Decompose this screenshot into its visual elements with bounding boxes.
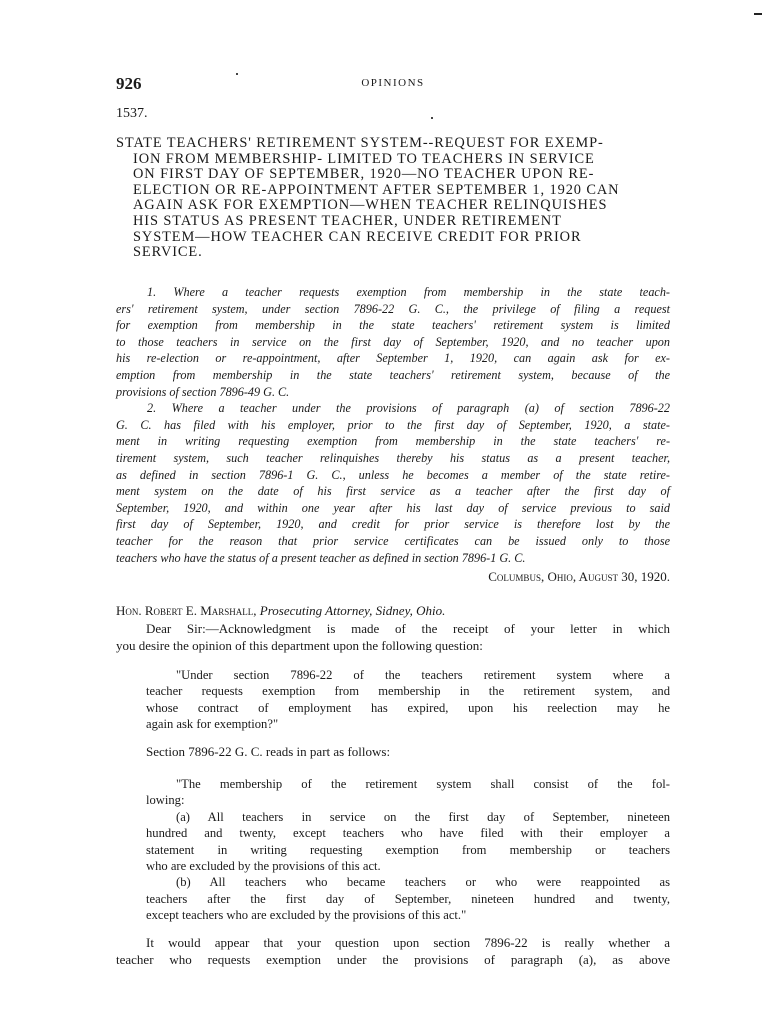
body-line: you desire the opinion of this department upon the following question:: [116, 638, 483, 653]
syllabus-line: ON FIRST DAY OF SEPTEMBER, 1920—NO TEACHER UPON RE-: [133, 166, 595, 183]
statute-quote: [146, 776, 670, 924]
quote-line: teachers after the first day of September, nineteen hundred and twenty,: [146, 891, 670, 906]
quote-line: (a) All teachers in service on the first day of September, nineteen: [176, 809, 670, 824]
quote-line: again ask for exemption?": [146, 717, 279, 732]
opinion-number: 1537.: [116, 106, 148, 121]
quote-line: hundred and twenty, except teachers who have filed with their employer a: [146, 826, 670, 841]
quote-line: "The membership of the retirement system shall consist of the fol-: [176, 777, 670, 791]
syllabus-holdings: [116, 284, 670, 566]
page-number: 926: [116, 74, 142, 93]
quote-line: statement in writing requesting exemption from membership or teachers: [146, 842, 670, 857]
syllabus-line: AGAIN ASK FOR EXEMPTION—WHEN TEACHER RELINQUISHES: [133, 197, 608, 214]
section-intro: [116, 743, 670, 760]
quote-line: lowing:: [146, 793, 185, 808]
holding-line: 2. Where a teacher under the provisions of paragraph (a) of section 7896-22: [147, 401, 670, 416]
holding-line: as defined in section 7896-1 G. C., unless he becomes a member of the state retire-: [116, 467, 670, 482]
scan-mark: [754, 13, 762, 15]
holding-line: G. C. has filed with his employer, prior to the first day of September, 1920, a state-: [116, 417, 670, 432]
scan-speck: [431, 117, 433, 119]
addressee: [116, 603, 445, 619]
holding-line: first day of September, 1920, and credit for prior service is therefore lost by the: [116, 517, 670, 532]
quote-line: "Under section 7896-22 of the teachers retirement system where a: [176, 668, 670, 682]
holding-line: ers' retirement system, under section 7896-22 G. C., the privilege of filing a request: [116, 301, 670, 316]
salutation-paragraph: [116, 620, 670, 654]
holding-line: tirement system, such teacher relinquishes thereby his status as a present teacher,: [116, 450, 670, 465]
syllabus-line: HIS STATUS AS PRESENT TEACHER, UNDER RETIREMENT: [133, 212, 562, 229]
syllabus-line: ELECTION OR RE-APPOINTMENT AFTER SEPTEMBER 1, 1920 CAN: [133, 181, 620, 198]
body-line: teacher who requests exemption under the provisions of paragraph (a), as above: [116, 952, 670, 967]
syllabus-line: ION FROM MEMBERSHIP- LIMITED TO TEACHERS IN SERVICE: [133, 150, 595, 167]
holding-line: to those teachers in service on the first day of September, 1920, and no teacher upon: [116, 334, 670, 349]
holding-line: ment in writing requesting exemption from membership in the state teachers' re-: [116, 434, 670, 449]
running-head: OPINIONS: [361, 77, 425, 89]
holding-line: September, 1920, and within one year after his last day of service previous to said: [116, 500, 670, 515]
holding-line: his re-election or re-appointment, after September 1, 1920, can again ask for ex-: [116, 351, 670, 366]
quote-line: (b) All teachers who became teachers or who were reappointed as: [176, 875, 670, 890]
question-quote: [146, 667, 670, 733]
quote-line: except teachers who are excluded by the provisions of this act.": [146, 908, 467, 923]
addressee-title: Prosecuting Attorney, Sidney, Ohio.: [259, 603, 446, 618]
closing-paragraph: [116, 934, 670, 968]
quote-line: teacher requests exemption from membership in the retirement system, and: [146, 684, 670, 699]
page-header: [116, 74, 670, 94]
holding-line: ment system on the date of his first service as a teacher after the first day of: [116, 484, 670, 499]
syllabus-line: SYSTEM—HOW TEACHER CAN RECEIVE CREDIT FOR PRIOR: [133, 228, 582, 245]
syllabus-heading: [116, 136, 670, 261]
body-line: Dear Sir:—Acknowledgment is made of the receipt of your letter in which: [146, 621, 670, 636]
quote-line: who are excluded by the provisions of this act.: [146, 859, 381, 874]
holding-line: provisions of section 7896-49 G. C.: [116, 384, 290, 399]
dateline: Columbus, Ohio, August 30, 1920.: [488, 569, 670, 584]
holding-line: for exemption from membership in the state teachers' retirement system is limited: [116, 318, 670, 333]
quote-line: whose contract of employment has expired, upon his reelection may he: [146, 700, 670, 715]
syllabus-line: SERVICE.: [133, 244, 203, 261]
body-line: Section 7896-22 G. C. reads in part as follows:: [146, 744, 391, 759]
holding-line: teacher for the reason that prior service certificates can be issued only to those: [116, 533, 670, 548]
syllabus-line: STATE TEACHERS' RETIREMENT SYSTEM--REQUEST FOR EXEMP-: [116, 135, 604, 151]
holding-line: 1. Where a teacher requests exemption from membership in the state teach-: [147, 285, 670, 299]
holding-line: teachers who have the status of a present teacher as defined in section 7896-1 G. C.: [116, 550, 526, 565]
holding-line: emption from membership in the state teachers' retirement system, because of the: [116, 367, 670, 382]
addressee-name: Hon. Robert E. Marshall,: [116, 603, 257, 618]
body-line: It would appear that your question upon section 7896-22 is really whether a: [146, 935, 670, 950]
